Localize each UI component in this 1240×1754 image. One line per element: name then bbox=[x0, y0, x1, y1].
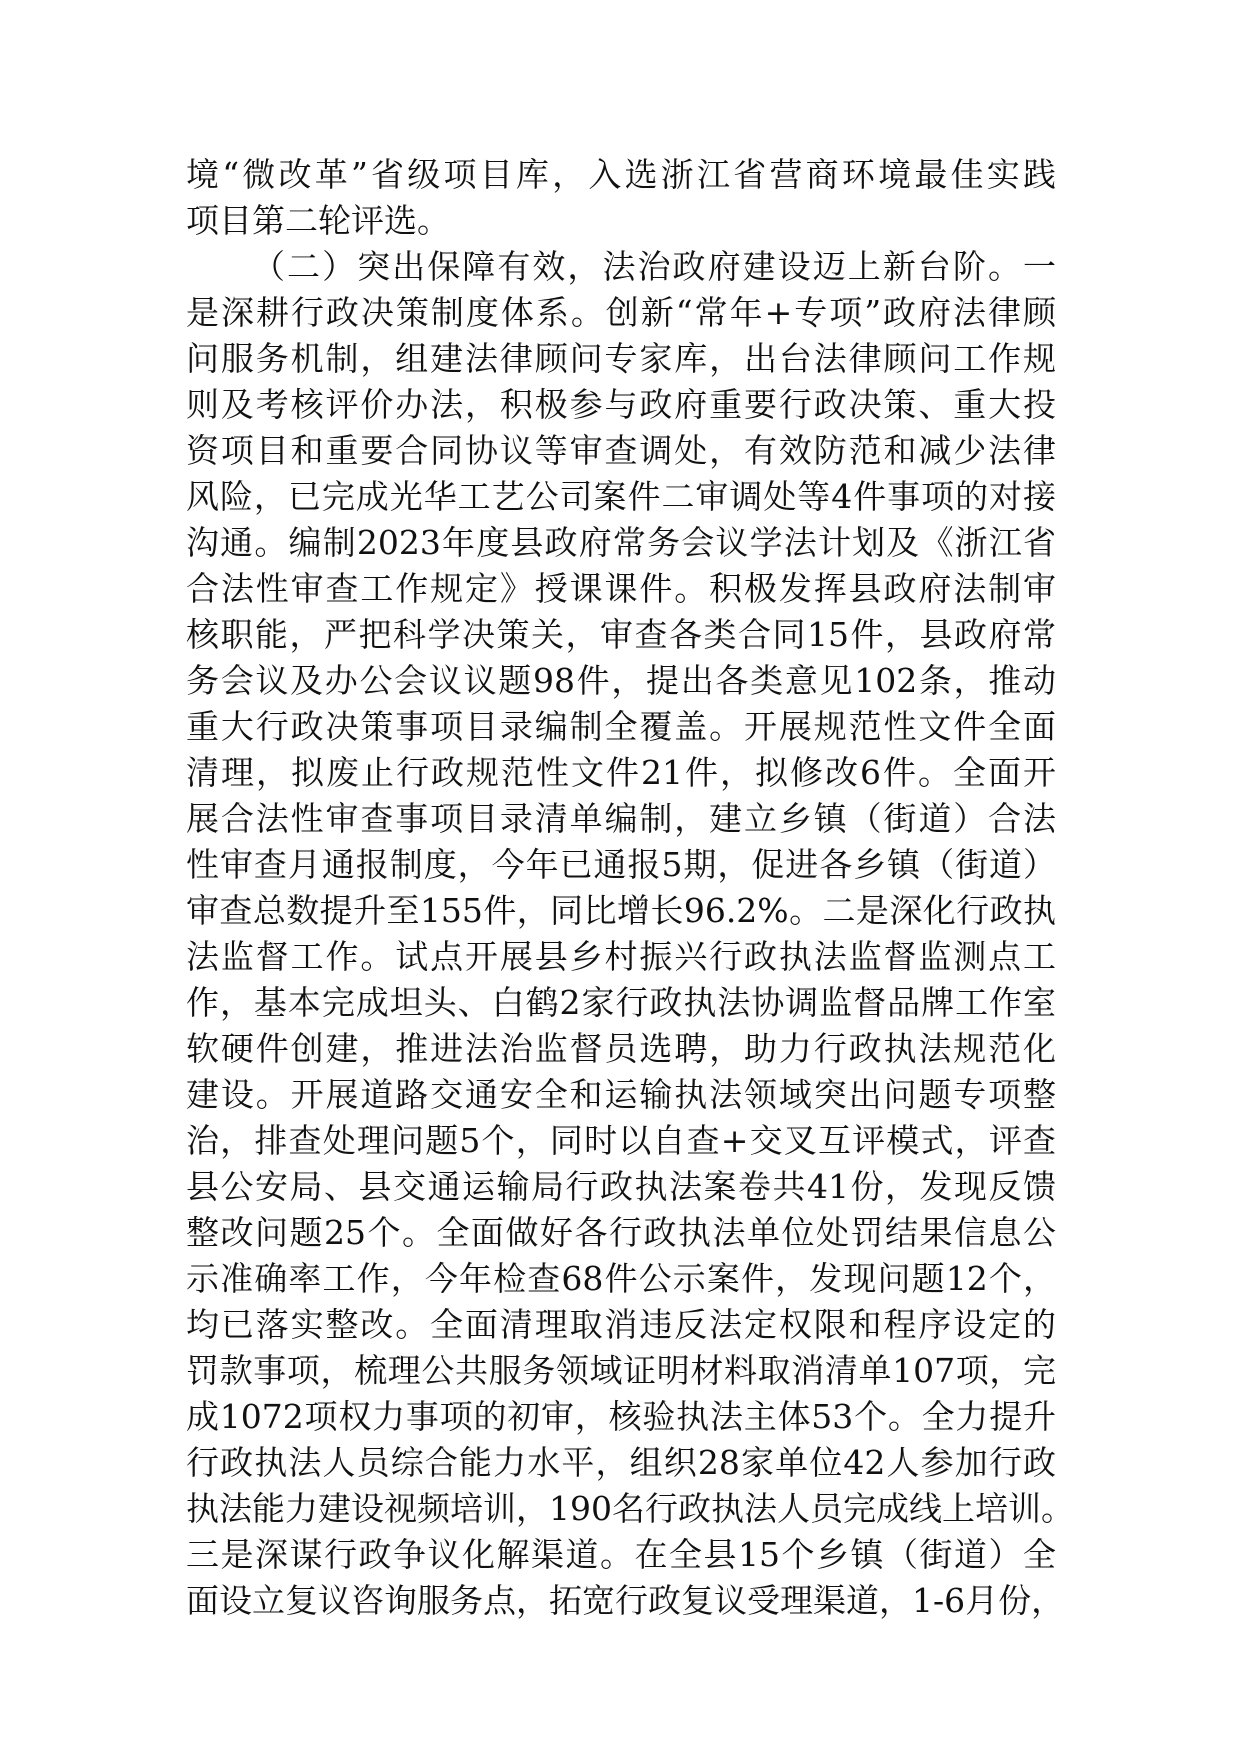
text-line: 建设。开展道路交通安全和运输执法领域突出问题专项整 bbox=[186, 1075, 1056, 1114]
section-heading-line: （二）突出保障有效，法治政府建设迈上新台阶。一 bbox=[252, 247, 1056, 286]
text-line: 沟通。编制2023年度县政府常务会议学法计划及《浙江省 bbox=[186, 523, 1056, 562]
text-line: 合法性审查工作规定》授课课件。积极发挥县政府法制审 bbox=[186, 569, 1056, 608]
text-line: 成1072项权力事项的初审，核验执法主体53个。全力提升 bbox=[186, 1397, 1056, 1436]
text-line: 问服务机制，组建法律顾问专家库，出台法律顾问工作规 bbox=[186, 339, 1056, 378]
text-line: 清理，拟废止行政规范性文件21件，拟修改6件。全面开 bbox=[186, 753, 1056, 792]
text-line: 务会议及办公会议议题98件，提出各类意见102条，推动 bbox=[186, 661, 1056, 700]
text-line: 是深耕行政决策制度体系。创新“常年+专项”政府法律顾 bbox=[186, 293, 1056, 332]
text-line: 示准确率工作，今年检查68件公示案件，发现问题12个， bbox=[186, 1259, 1056, 1298]
body-text bbox=[186, 152, 1074, 1624]
text-line: 整改问题25个。全面做好各行政执法单位处罚结果信息公 bbox=[186, 1213, 1056, 1252]
text-line: 性审查月通报制度，今年已通报5期，促进各乡镇（街道） bbox=[186, 845, 1056, 884]
text-line: 则及考核评价办法，积极参与政府重要行政决策、重大投 bbox=[186, 385, 1056, 424]
text-line: 均已落实整改。全面清理取消违反法定权限和程序设定的 bbox=[186, 1305, 1056, 1344]
text-line: 行政执法人员综合能力水平，组织28家单位42人参加行政 bbox=[186, 1443, 1056, 1482]
text-line: 三是深谋行政争议化解渠道。在全县15个乡镇（街道）全 bbox=[186, 1535, 1056, 1574]
text-line: 法监督工作。试点开展县乡村振兴行政执法监督监测点工 bbox=[186, 937, 1056, 976]
text-line: 治，排查处理问题5个，同时以自查+交叉互评模式，评查 bbox=[186, 1121, 1056, 1160]
text-line: 县公安局、县交通运输局行政执法案卷共41份，发现反馈 bbox=[186, 1167, 1056, 1206]
text-line: 项目第二轮评选。 bbox=[186, 201, 450, 240]
text-line: 核职能，严把科学决策关，审查各类合同15件，县政府常 bbox=[186, 615, 1056, 654]
text-line: 罚款事项，梳理公共服务领域证明材料取消清单107项，完 bbox=[186, 1351, 1056, 1390]
text-line: 重大行政决策事项目录编制全覆盖。开展规范性文件全面 bbox=[186, 707, 1056, 746]
text-line: 执法能力建设视频培训，190名行政执法人员完成线上培训。 bbox=[186, 1489, 1074, 1528]
text-line: 审查总数提升至155件，同比增长96.2%。二是深化行政执 bbox=[186, 891, 1056, 930]
text-line: 软硬件创建，推进法治监督员选聘，助力行政执法规范化 bbox=[186, 1029, 1056, 1068]
text-line: 资项目和重要合同协议等审查调处，有效防范和减少法律 bbox=[186, 431, 1056, 470]
text-line: 作，基本完成坦头、白鹤2家行政执法协调监督品牌工作室 bbox=[186, 983, 1056, 1022]
text-line: 展合法性审查事项目录清单编制，建立乡镇（街道）合法 bbox=[186, 799, 1056, 838]
text-line: 境“微改革”省级项目库，入选浙江省营商环境最佳实践 bbox=[186, 155, 1056, 194]
text-line: 面设立复议咨询服务点，拓宽行政复议受理渠道，1-6月份， bbox=[186, 1581, 1065, 1620]
text-line: 风险，已完成光华工艺公司案件二审调处等4件事项的对接 bbox=[186, 477, 1056, 516]
